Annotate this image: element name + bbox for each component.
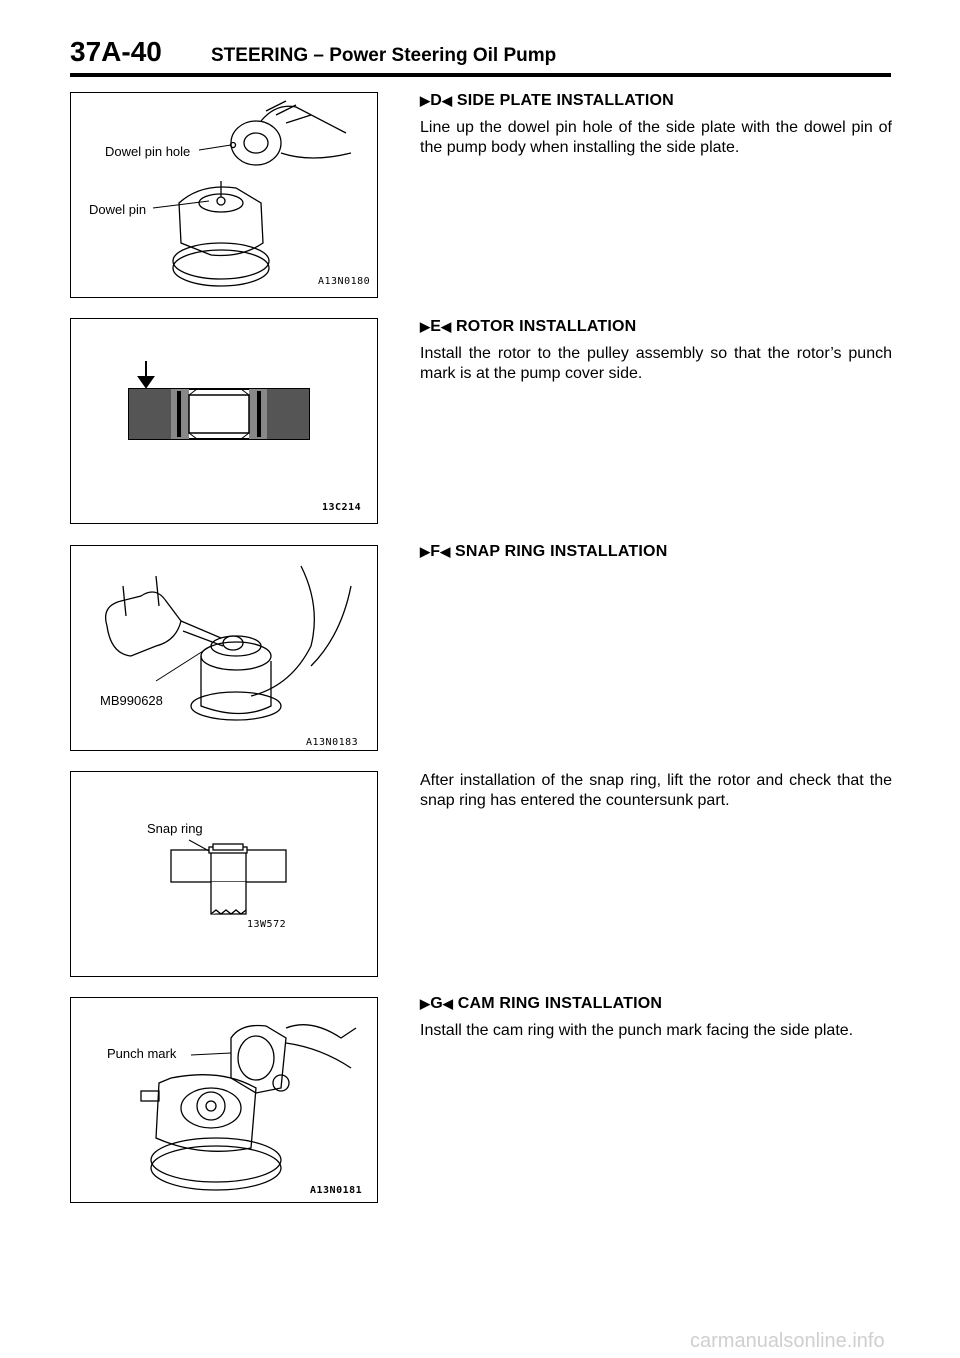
section-snap-ring — [420, 543, 892, 561]
callout-dowel-pin: Dowel pin — [89, 202, 147, 217]
callout-snap-ring: Snap ring — [147, 821, 203, 836]
figure-id: 13C214 — [322, 502, 362, 513]
cam-ring-illustration — [71, 998, 378, 1203]
section-snap-ring-check — [420, 763, 892, 811]
watermark: carmanualsonline.info — [690, 1330, 885, 1352]
callout-punch-mark: Punch mark — [107, 1046, 177, 1061]
section-rotor — [420, 318, 892, 384]
callout-dowel-pin-hole: Dowel pin hole — [105, 144, 191, 159]
figure-id: 13W572 — [247, 919, 287, 930]
header-rule — [70, 73, 891, 77]
section-title: SIDE PLATE INSTALLATION — [456, 92, 674, 109]
section-text: Install the rotor to the pulley assembly so that the rotor’s punch mark is at the pump cover side. — [420, 345, 892, 382]
section-heading — [420, 995, 892, 1013]
play-right-icon: ▶ — [420, 319, 431, 334]
page-number: 37A-40 — [70, 36, 162, 67]
figure-cam-ring — [70, 997, 378, 1203]
play-left-icon: ◀ — [441, 93, 453, 108]
figure-rotor — [70, 318, 378, 524]
section-letter: D — [430, 92, 442, 109]
figure-id: A13N0183 — [306, 737, 359, 748]
section-heading — [420, 318, 892, 336]
play-right-icon: ▶ — [420, 544, 431, 559]
section-title: CAM RING INSTALLATION — [457, 995, 663, 1012]
section-title: SNAP RING INSTALLATION — [455, 543, 668, 560]
section-text: Install the cam ring with the punch mark facing the side plate. — [420, 1022, 854, 1039]
section-letter: E — [430, 318, 442, 335]
section-side-plate — [420, 92, 892, 158]
rotor-illustration — [71, 319, 378, 524]
figure-id: A13N0181 — [310, 1185, 363, 1196]
play-right-icon: ▶ — [420, 996, 431, 1011]
section-text: Line up the dowel pin hole of the side plate with the dowel pin of the pump body when installing the side plate. — [420, 119, 892, 156]
figure-id: A13N0180 — [318, 276, 371, 287]
side-plate-illustration — [71, 93, 378, 298]
figure-side-plate — [70, 92, 378, 298]
figure-countersunk — [70, 771, 378, 977]
section-text: After installation of the snap ring, lift the rotor and check that the snap ring has entered the countersunk part. — [420, 772, 892, 809]
section-letter: G — [430, 995, 443, 1012]
section-heading — [420, 543, 892, 561]
play-left-icon: ◀ — [442, 996, 454, 1011]
callout-tool-number: MB990628 — [100, 693, 163, 708]
section-title: ROTOR INSTALLATION — [455, 318, 637, 335]
section-heading — [420, 92, 892, 110]
play-right-icon: ▶ — [420, 93, 431, 108]
play-left-icon: ◀ — [441, 319, 452, 334]
countersunk-illustration — [71, 772, 378, 977]
section-letter: F — [430, 543, 441, 560]
figure-snap-ring — [70, 545, 378, 751]
page-title: STEERING – Power Steering Oil Pump — [211, 45, 557, 66]
section-cam-ring — [420, 995, 892, 1041]
snap-ring-illustration — [71, 546, 378, 751]
play-left-icon: ◀ — [440, 544, 451, 559]
